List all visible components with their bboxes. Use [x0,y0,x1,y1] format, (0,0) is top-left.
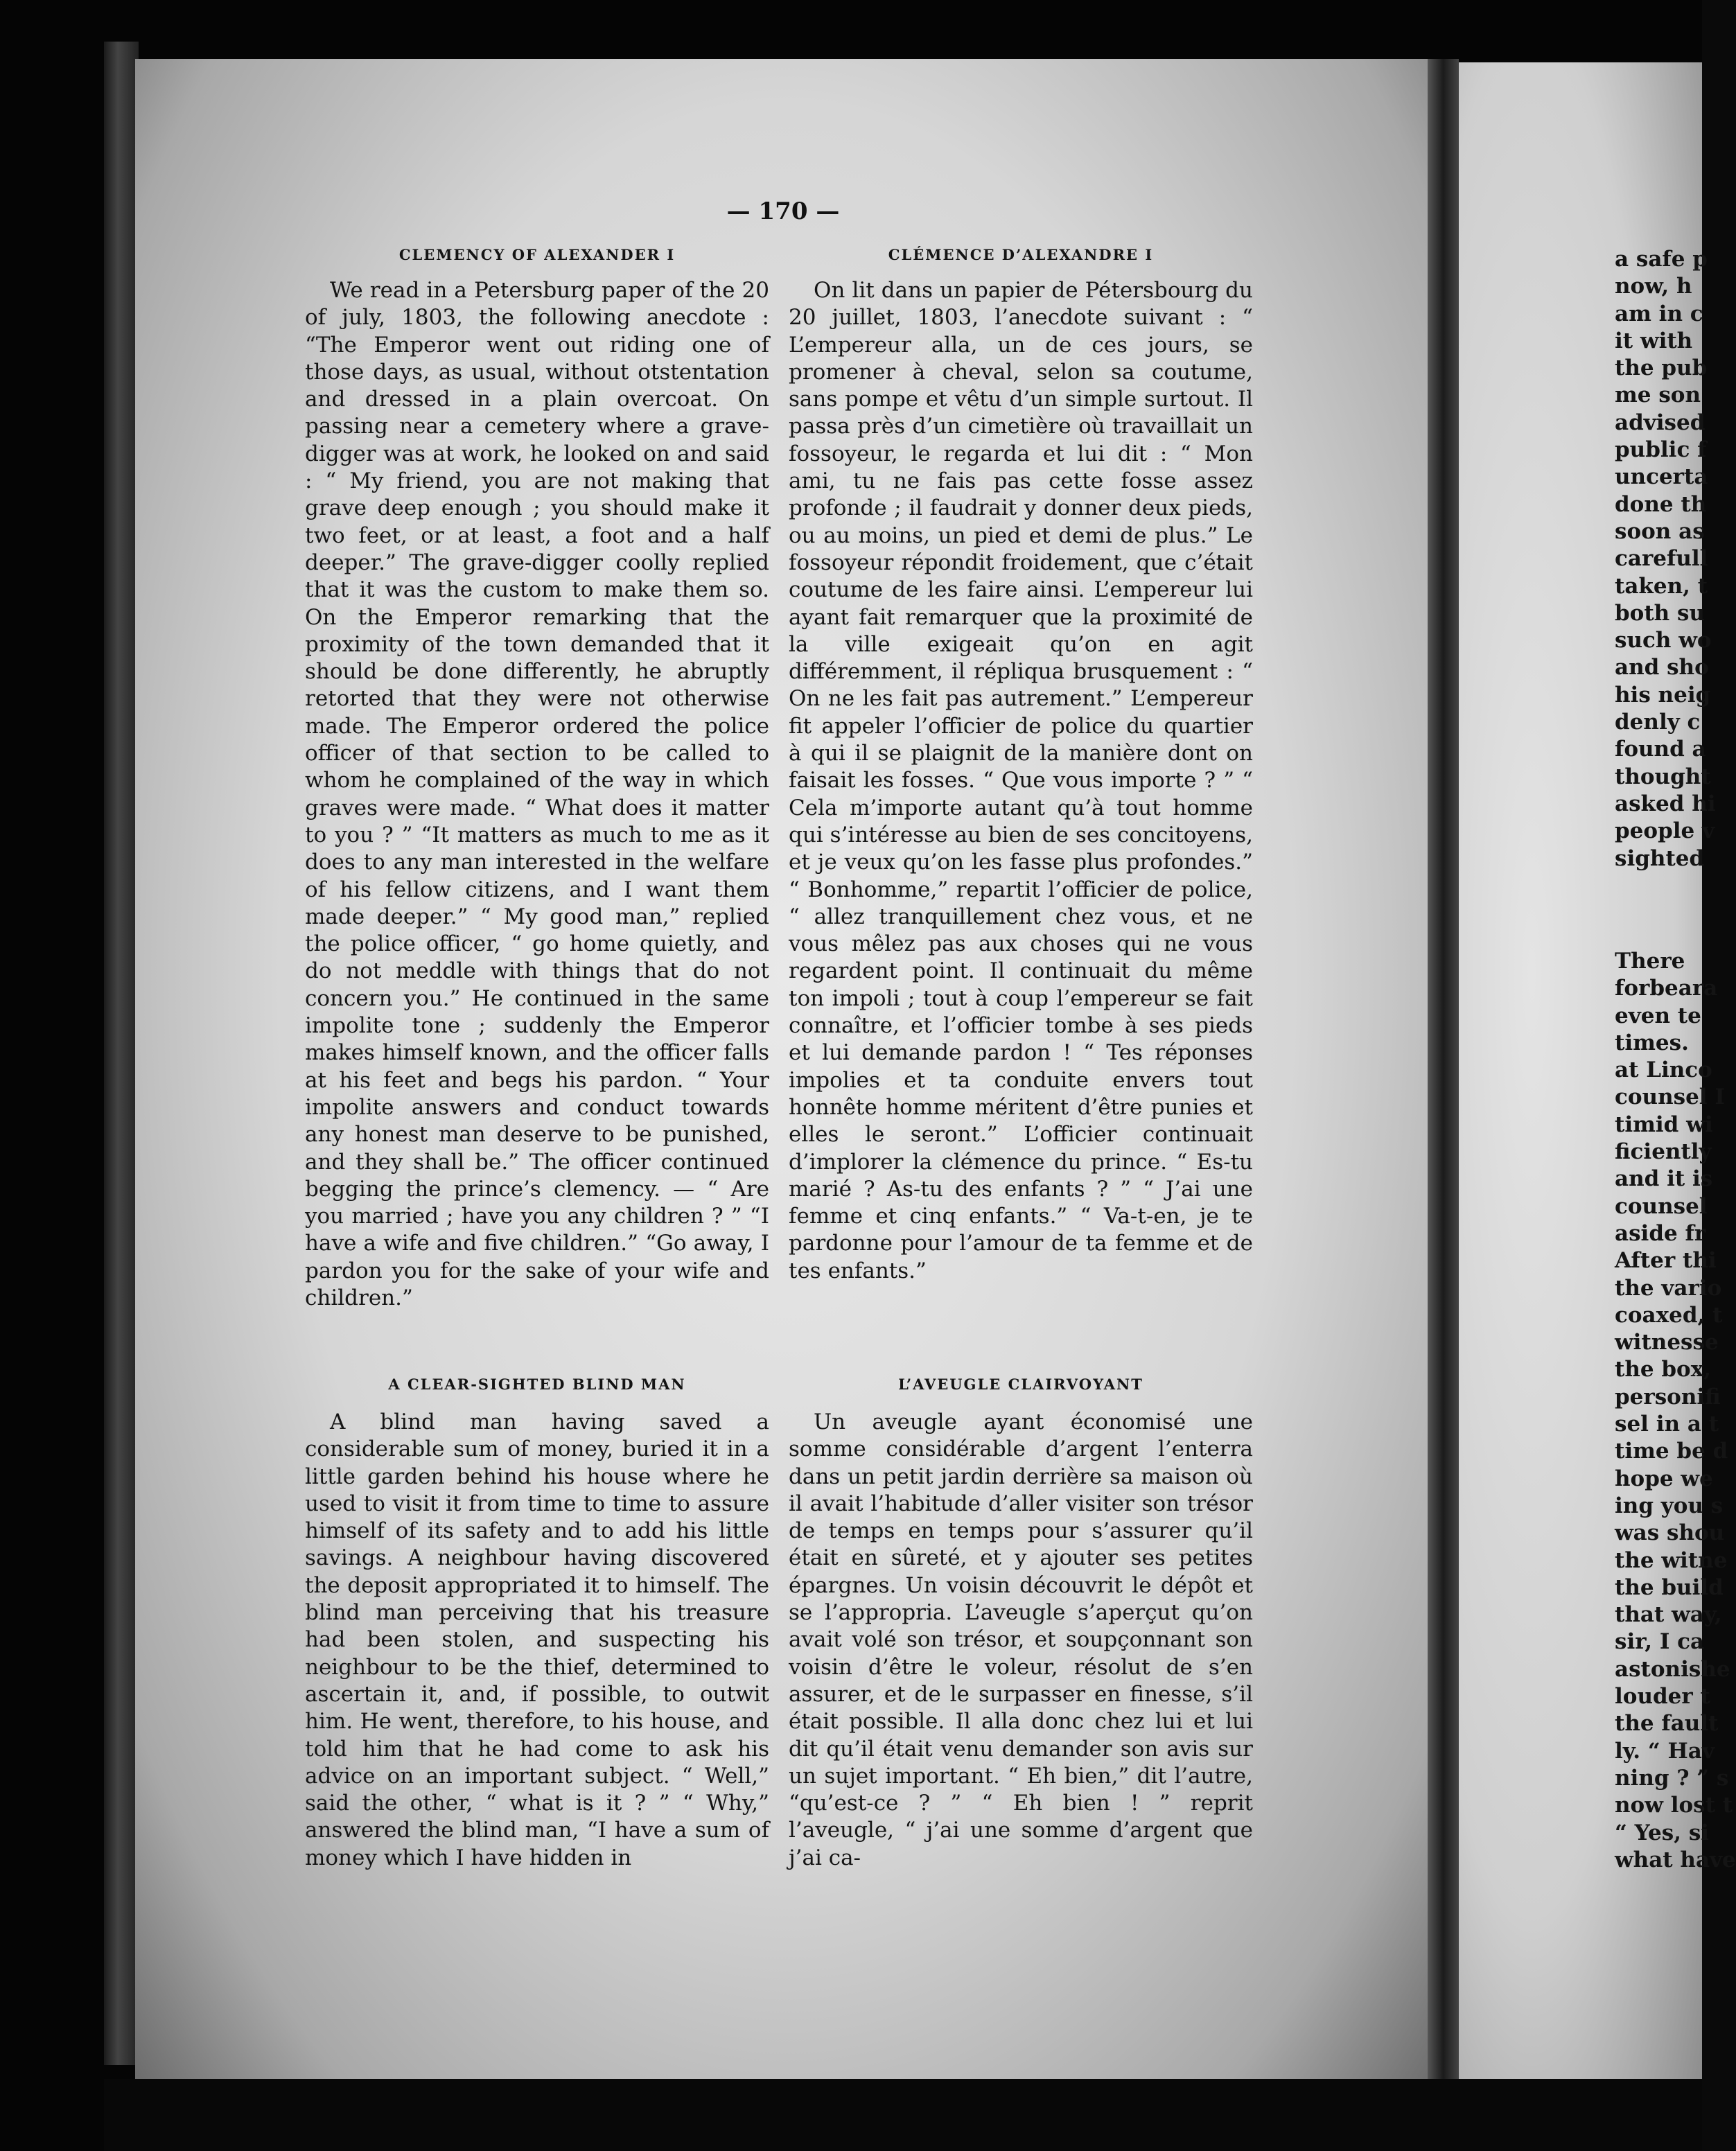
next-page-fragment [1615,0,1736,2079]
section-title-aveugle: L’AVEUGLE CLAIRVOYANT [898,1376,1143,1393]
fragment-line: and it is [1615,1166,1713,1192]
fragment-line: There [1615,949,1685,974]
fragment-line: what have [1615,1847,1736,1872]
fragment-line: time be d [1615,1439,1728,1464]
page-number: — 170 — [726,197,840,225]
book-binding-edge [104,42,139,2065]
fragment-line: and sho [1615,655,1709,681]
fragment-line: astonishe [1615,1656,1730,1682]
fragment-line: thought [1615,764,1711,789]
fragment-line: people v [1615,818,1715,844]
fragment-line: soon as [1615,518,1705,544]
section-text-blind-man: A blind man having saved a considerable sum of money, buried it in a little garden behind his house where he used to visit it from time to time to assure himself of its safety and to add his little savings. A neighbour having discovered the deposit appropriated it to himself. The blind man perceiving that his treasure had been stolen, and suspecting his neighbour to be the thief, determined to ascertain it, and, if possible, to outwit him. He went, therefore, to his house, and told him that he had come to ask his advice on an important subject. “ Well,” said the other, “ what is it ? ” “ Why,” answered the blind man, “I have a sum of money which I have hidden in [305,1410,769,1870]
fragment-line: sighted [1615,845,1705,871]
fragment-line: forbeara [1615,976,1718,1001]
fragment-line: the witne [1615,1547,1728,1573]
section-text-clemence: On lit dans un papier de Pétersbourg du 20 juillet, 1803, l’anecdote suivant : “ L’empereur alla, un de ces jours, se promener à cheval, selon sa coutume, sans pompe et vêtu d’un simple surtout. Il passa près d’un cimetière où travaillait un fossoyeur, le regarda et lui dit : “ Mon ami, tu ne fais pas cette fosse assez profonde ; il faudrait y donner deux pieds, ou au moins, un pied et demi de plus.” Le fossoyeur répondit froidement, que c’était coutume de les faire ainsi. L’empereur lui ayant fait remarquer que la proximité de la ville exigeait qu’on en agit différemment, il répliqua brusquement : “ On ne les fait pas autrement.” L’empereur fit appeler l’officier de police du quartier à qui il se plaignit de la manière dont on faisait les fosses. “ Que vous importe ? ” “ Cela m’importe autant qu’à tout homme qui s’intéresse au bien de ses concitoyens, et je veux qu’on les fasse plus profondes.” “ Bonhomme,” repartit l’officier de police, “ allez tranquillement chez vous, et ne vous mêlez pas aux choses qui ne vous regardent point. Il continuait du même ton impoli ; tout à coup l’empereur se fait connaître, et l’officier tombe à ses pieds et lui demande pardon ! “ Tes réponses impolies et ta conduite envers tout honnête homme méritent d’être punies et elles le seront.” L’officier continuait d’implorer la clémence du prince. “ Es-tu marié ? As-tu des enfants ? ” “ J’ai une femme et cinq enfants.” “ Va-t-en, je te pardonne pour l’amour de ta femme et de tes enfants.” [789,278,1253,1283]
fragment-line: the box, [1615,1357,1712,1382]
fragment-line: ly. “ Hav [1615,1738,1715,1764]
fragment-line: advised [1615,410,1706,435]
fragment-line: uncerta [1615,464,1708,490]
fragment-line: now lost t [1615,1793,1733,1818]
fragment-line: “ Yes, si [1615,1820,1710,1845]
fragment-line: sir, I ca [1615,1629,1705,1655]
fragment-line: asked hi [1615,791,1716,816]
fragment-line: the vario [1615,1275,1722,1301]
fragment-line: me son [1615,383,1701,408]
fragment-line: taken, t [1615,573,1708,599]
fragment-line: his neig [1615,682,1711,708]
fragment-line: found a [1615,737,1706,762]
fragment-line: it with [1615,328,1693,353]
fragment-line: such wo [1615,628,1712,653]
fragment-line: witnesse [1615,1330,1719,1355]
fragment-line: carefull [1615,546,1708,572]
section-text-aveugle: Un aveugle ayant économisé une somme considérable d’argent l’enterra dans un petit jardin derrière sa maison où il avait l’habitude d’aller visiter son trésor de temps en temps pour s’assurer qu’il était en sûreté, et y ajouter ses petites épargnes. Un voisin découvrit le dépôt et se l’appropria. L’aveugle s’aperçut qu’on avait volé son trésor, et soupçonnant son voisin d’être le voleur, résolut de s’en assurer, et de le surpasser en finesse, s’il était possible. Il alla donc chez lui et lui dit qu’il était venu demander son avis sur un sujet important. “ Eh bien,” dit l’autre, “qu’est-ce ? ” “ Eh bien ! ” reprit l’aveugle, “ j’ai une somme d’argent que j’ai ca- [789,1410,1253,1870]
scan-bottom-edge [104,2079,1702,2151]
fragment-line: a safe p [1615,247,1708,272]
fragment-line: ing you s [1615,1493,1724,1518]
fragment-line: ning ? ” s [1615,1765,1729,1791]
page-gutter [1428,59,1459,2089]
fragment-line: aside fr [1615,1220,1706,1246]
section-title-clemence: CLÉMENCE D’ALEXANDRE I [888,246,1154,263]
fragment-line: public f [1615,437,1707,463]
fragment-line: coaxed, t [1615,1302,1723,1328]
fragment-line: denly c [1615,710,1701,735]
fragment-block-a [1615,246,1716,872]
section-title-blind-man: A CLEAR-SIGHTED BLIND MAN [388,1376,686,1393]
fragment-line: times. [1615,1030,1689,1055]
fragment-line: both su [1615,600,1705,626]
fragment-line: counsel [1615,1193,1708,1219]
fragment-line: the pub [1615,355,1708,381]
fragment-line: sel in a t [1615,1412,1719,1437]
fragment-line: ficiently [1615,1139,1712,1165]
fragment-line: am in c [1615,301,1703,326]
fragment-line: done th [1615,491,1707,517]
fragment-block-b [1615,948,1736,1874]
fragment-line: After thi [1615,1248,1717,1274]
section-title-clemency: CLEMENCY OF ALEXANDER I [398,246,676,263]
fragment-line: personifi [1615,1384,1721,1410]
section-text-clemency: We read in a Petersburg paper of the 20 of july, 1803, the following anecdote : “The Emperor went out riding one of those days, as usual, without otstentation and dressed in a plain overcoat. On passing near a cemetery where a grave-digger was at work, he looked on and said : “ My friend, you are not making that grave deep enough ; you should make it two feet, or at least, a foot and a half deeper.” The grave-digger coolly replied that it was the custom to make them so. On the Emperor remarking that the proximity of the town demanded that it should be done differently, he abruptly retorted that they were not otherwise made. The Emperor ordered the police officer of that section to be called to whom he complained of the way in which graves were made. “ What does it matter to you ? ” “It matters as much to me as it does to any man interested in the welfare of his fellow citizens, and I want them made deeper.” “ My good man,” replied the police officer, “ go home quietly, and do not meddle with things that do not concern you.” He continued in the same impolite tone ; suddenly the Emperor makes himself known, and the officer falls at his feet and begs his pardon. “ Your impolite answers and conduct towards any honest man deserve to be punished, and they shall be.” The officer continued begging the prince’s clemency. — “ Are you married ; have you any children ? ” “I have a wife and five children.” “Go away, I pardon you for the sake of your wife and children.” [305,278,769,1310]
fragment-line: at Linco [1615,1057,1712,1083]
fragment-line: timid wi [1615,1112,1713,1137]
fragment-line: louder t [1615,1684,1710,1710]
fragment-line: even te [1615,1003,1701,1028]
fragment-line: the build [1615,1574,1724,1600]
fragment-line: that way, [1615,1602,1722,1628]
fragment-line: hope we [1615,1466,1713,1491]
fragment-line: counsel I [1615,1085,1725,1110]
fragment-line: was shou [1615,1520,1725,1546]
fragment-line: now, h [1615,274,1692,299]
fragment-line: the fault [1615,1711,1719,1737]
